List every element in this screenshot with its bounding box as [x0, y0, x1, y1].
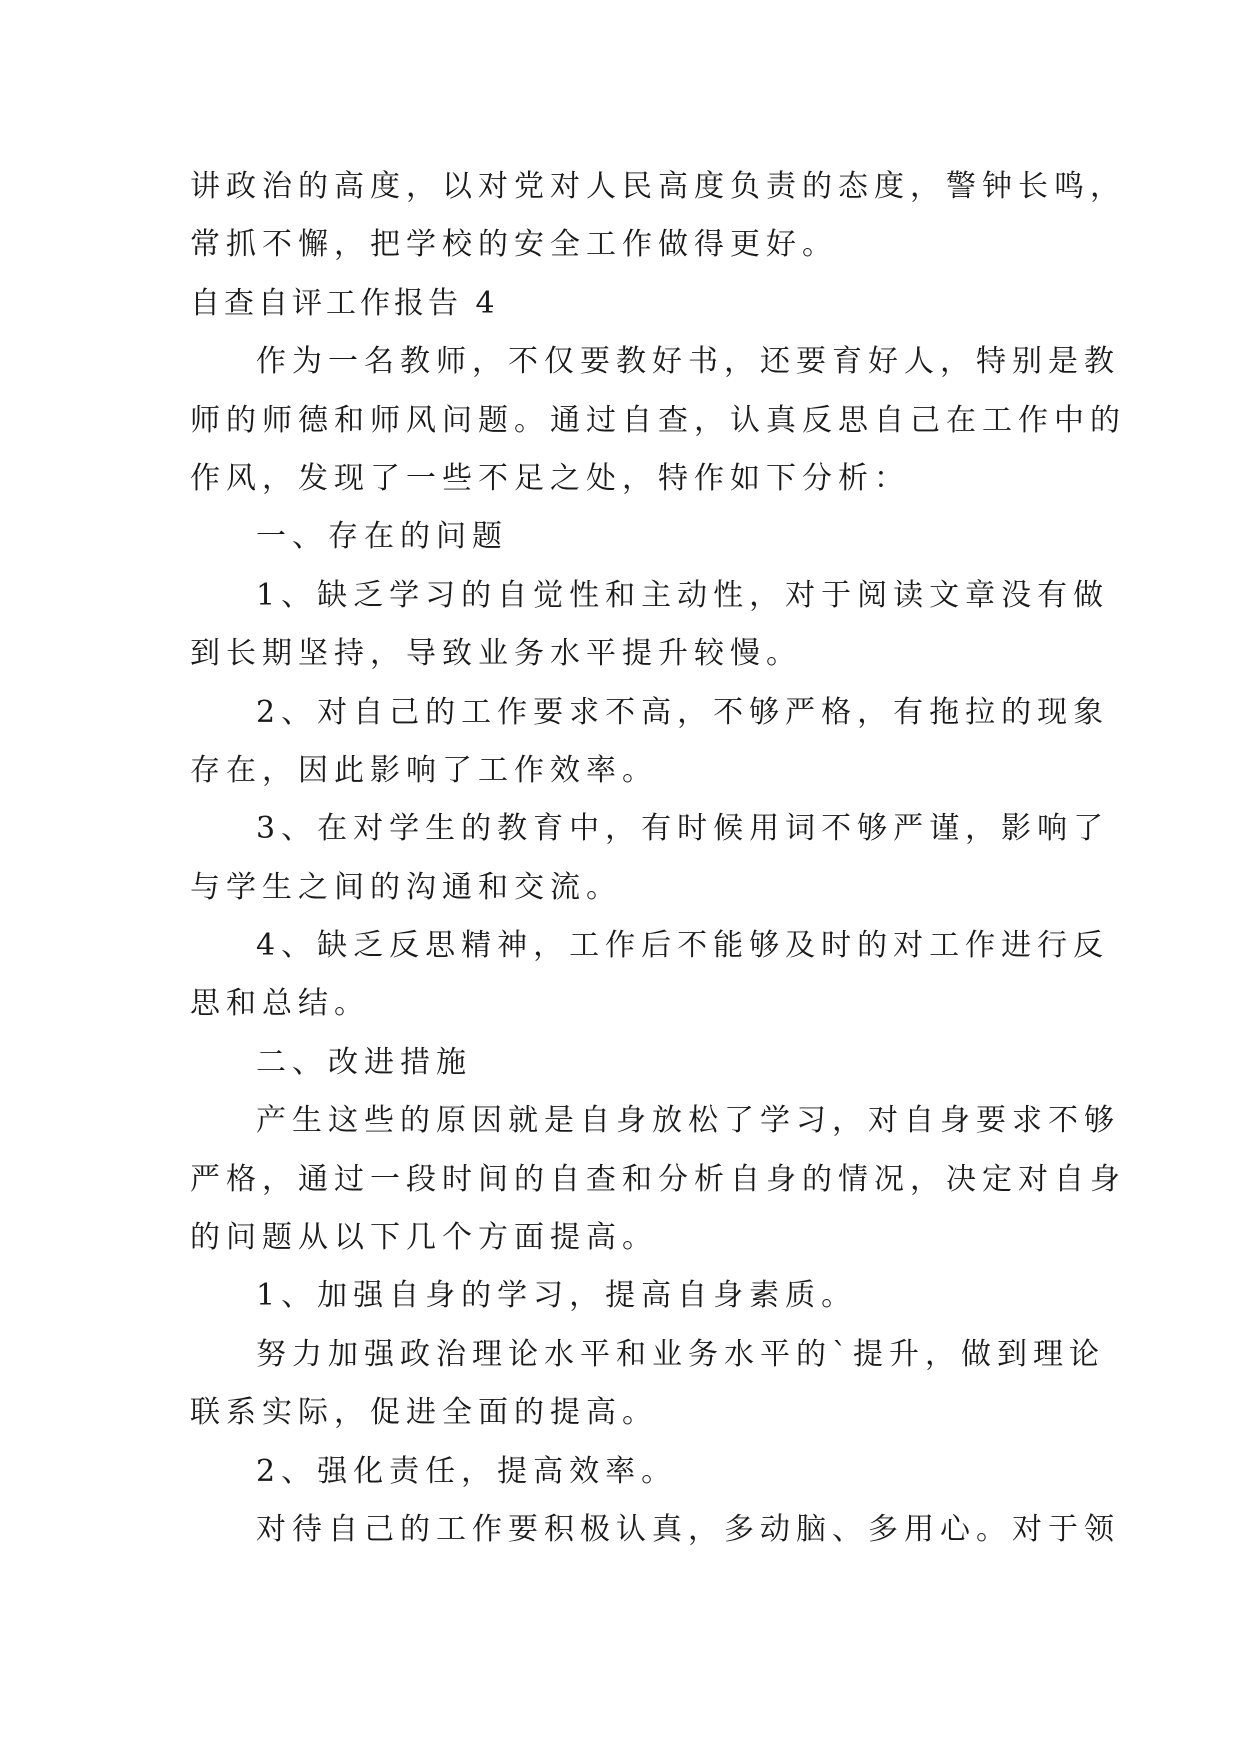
text-line: 对待自己的工作要积极认真，多动脑、多用心。对于领: [256, 1511, 1120, 1547]
text-line: 1、缺乏学习的自觉性和主动性，对于阅读文章没有做: [256, 577, 1110, 613]
text-line: 联系实际，促进全面的提高。: [190, 1395, 658, 1431]
text-line: 常抓不懈，把学校的安全工作做得更好。: [190, 227, 838, 263]
section-heading: 自查自评工作报告 4: [190, 285, 499, 321]
text-line: 产生这些的原因就是自身放松了学习，对自身要求不够: [256, 1103, 1120, 1139]
text-line: 到长期坚持，导致业务水平提升较慢。: [190, 636, 802, 672]
text-line: 作风，发现了一些不足之处，特作如下分析：: [190, 460, 910, 496]
text-line: 思和总结。: [190, 986, 370, 1022]
text-line: 师的师德和师风问题。通过自查，认真反思自己在工作中的: [190, 402, 1126, 438]
text-line: 与学生之间的沟通和交流。: [190, 869, 622, 905]
text-line: 1、加强自身的学习，提高自身素质。: [256, 1278, 858, 1314]
subheading: 二、改进措施: [256, 1044, 472, 1080]
text-line: 努力加强政治理论水平和业务水平的`提升，做到理论: [256, 1336, 1105, 1372]
text-line: 存在，因此影响了工作效率。: [190, 752, 658, 788]
text-line: 2、强化责任，提高效率。: [256, 1453, 678, 1489]
text-line: 严格，通过一段时间的自查和分析自身的情况，决定对自身: [190, 1161, 1126, 1197]
subheading: 一、存在的问题: [256, 519, 508, 555]
text-line: 的问题从以下几个方面提高。: [190, 1220, 658, 1256]
text-line: 3、在对学生的教育中，有时候用词不够严谨，影响了: [256, 811, 1110, 847]
text-line: 讲政治的高度，以对党对人民高度负责的态度，警钟长鸣，: [190, 169, 1126, 204]
text-line: 作为一名教师，不仅要教好书，还要育好人，特别是教: [256, 344, 1120, 380]
document-body: [190, 158, 1126, 1559]
text-line: 4、缺乏反思精神，工作后不能够及时的对工作进行反: [256, 928, 1110, 964]
text-line: 2、对自己的工作要求不高，不够严格，有拖拉的现象: [256, 694, 1110, 730]
